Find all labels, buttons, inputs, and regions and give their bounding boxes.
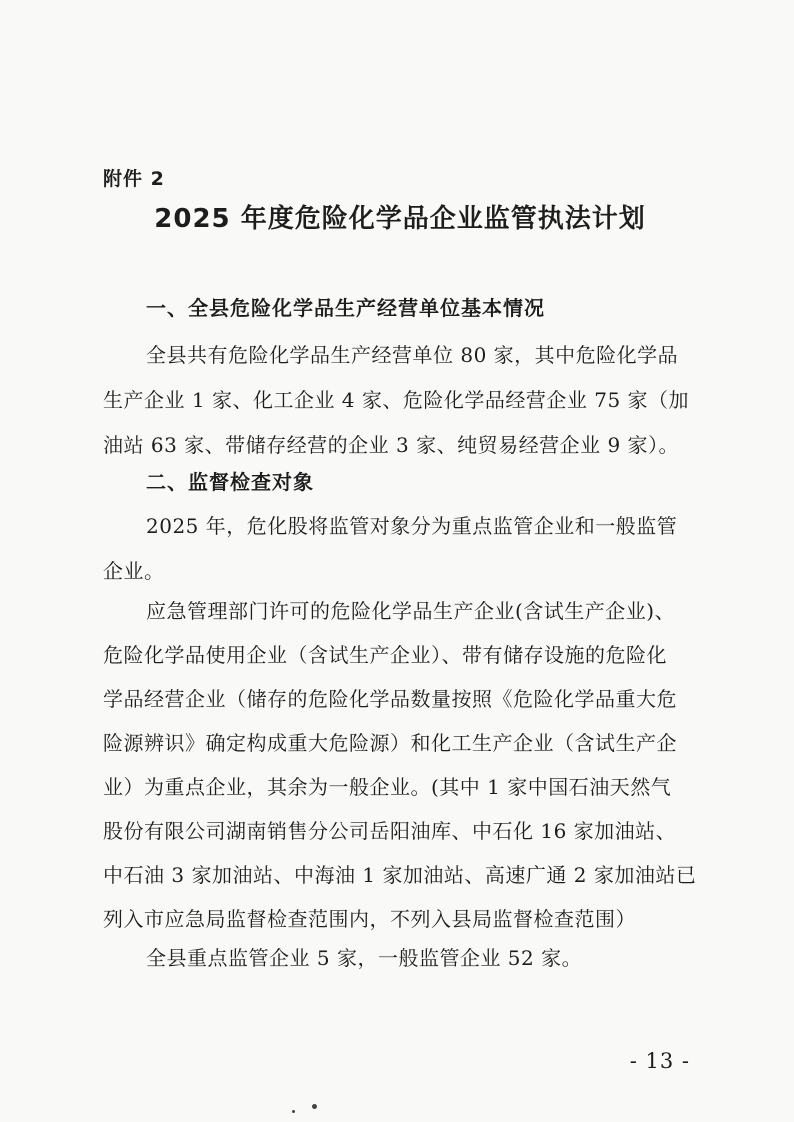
attachment-label: 附件 2 [103, 168, 165, 190]
scan-speck [312, 1104, 317, 1109]
text-line: 企业。 [103, 559, 165, 583]
page-number: - 13 - [629, 1049, 690, 1073]
text-line: 中石油 3 家加油站、中海油 1 家加油站、高速广通 2 家加油站已 [103, 863, 697, 887]
text-line: 股份有限公司湖南销售分公司岳阳油库、中石化 16 家加油站、 [103, 819, 677, 843]
text-line: 油站 63 家、带储存经营的企业 3 家、纯贸易经营企业 9 家）。 [103, 433, 680, 457]
scan-speck [292, 1110, 295, 1113]
text-line: 学品经营企业（储存的危险化学品数量按照《危险化学品重大危 [103, 687, 677, 711]
text-line: 业）为重点企业，其余为一般企业。(其中 1 家中国石油天然气 [103, 775, 672, 799]
section-heading-2: 二、监督检查对象 [146, 470, 314, 494]
section-heading-1: 一、全县危险化学品生产经营单位基本情况 [146, 296, 545, 320]
text-line: 2025 年，危化股将监管对象分为重点监管企业和一般监管 [146, 514, 678, 538]
document-title: 2025 年度危险化学品企业监管执法计划 [154, 204, 646, 234]
text-line: 应急管理部门许可的危险化学品生产企业(含试生产企业)、 [146, 599, 676, 623]
text-line: 列入市应急局监督检查范围内，不列入县局监督检查范围） [103, 907, 636, 931]
text-line: 全县共有危险化学品生产经营单位 80 家，其中危险化学品 [146, 343, 679, 367]
text-line: 生产企业 1 家、化工企业 4 家、危险化学品经营企业 75 家（加 [103, 388, 690, 412]
text-line: 险源辨识》确定构成重大危险源）和化工生产企业（含试生产企 [103, 731, 677, 755]
text-line: 危险化学品使用企业（含试生产企业）、带有储存设施的危险化 [103, 643, 667, 667]
text-line: 全县重点监管企业 5 家，一般监管企业 52 家。 [146, 946, 583, 970]
